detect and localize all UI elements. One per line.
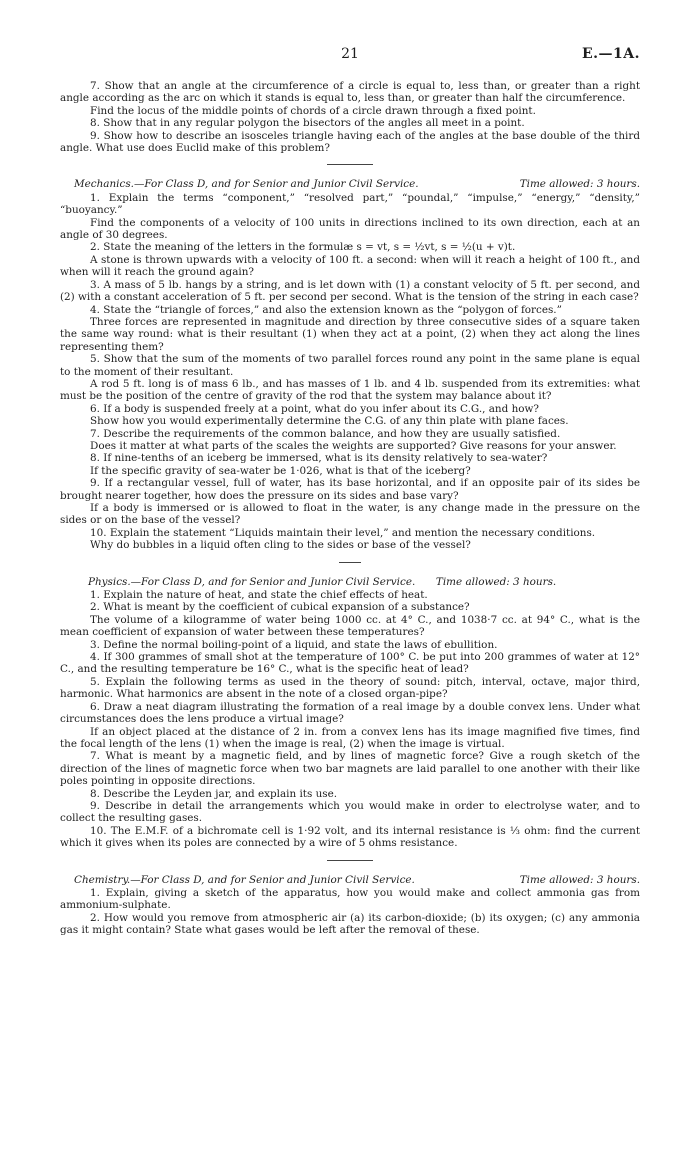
geometry-continuation bbox=[60, 80, 640, 154]
question-paragraph: 4. State the “triangle of forces,” and also the extension known as the “polygon of forces.” bbox=[90, 303, 562, 316]
question-paragraph: 6. Draw a neat diagram illustrating the formation of a real image by a double convex lens. Under what circumstances does the lens produce a virtual image? bbox=[60, 700, 640, 726]
question-paragraph: 5. Show that the sum of the moments of two parallel forces round any point in the same plane is equal to the moment of their resultant. bbox=[60, 353, 640, 378]
question-paragraph: 10. Explain the statement “Liquids maintain their level,” and mention the necessary conditions. bbox=[90, 526, 596, 539]
section-time-allowed: Time allowed: 3 hours. bbox=[519, 873, 640, 886]
question-paragraph: Show how you would experimentally determine the C.G. of any thin plate with plane faces. bbox=[90, 415, 569, 428]
question-paragraph: 8. If nine-tenths of an iceberg be immersed, what is its density relatively to sea-water? bbox=[90, 452, 548, 465]
section-subject: Mechanics.—For Class D, and for Senior and Junior Civil Service. bbox=[74, 178, 419, 191]
section-subject: Physics.—For Class D, and for Senior and Junior Civil Service. bbox=[88, 575, 416, 588]
question-paragraph: 6. If a body is suspended freely at a point, what do you infer about its C.G., and how? bbox=[90, 402, 539, 415]
question-paragraph: 1. Explain the nature of heat, and state the chief effects of heat. bbox=[90, 589, 428, 602]
question-paragraph: 2. How would you remove from atmospheric air (a) its carbon-dioxide; (b) its oxygen; (c) any ammonia gas it might contain? State what gases would be left after the removal of these. bbox=[60, 911, 640, 937]
question-paragraph: 7. Describe the requirements of the common balance, and how they are usually satisfied. bbox=[90, 427, 561, 440]
question-paragraph: 3. Define the normal boiling-point of a liquid, and state the laws of ebullition. bbox=[90, 638, 498, 651]
question-paragraph: 7. Show that an angle at the circumference of a circle is equal to, less than, or greater than a right angle according as the arc on which it stands is equal to, less than, or greater than half the circumference. bbox=[60, 80, 640, 105]
question-paragraph: Why do bubbles in a liquid often cling to the sides or base of the vessel? bbox=[90, 539, 471, 552]
question-paragraph: The volume of a kilogramme of water being 1000 cc. at 4° C., and 1038·7 cc. at 94° C., what is the mean coefficient of expansion of water between these temperatures? bbox=[60, 613, 640, 639]
section-time-allowed: Time allowed: 3 hours. bbox=[519, 178, 640, 191]
question-paragraph: 2. What is meant by the coefficient of cubical expansion of a substance? bbox=[90, 601, 470, 614]
question-paragraph: 7. What is meant by a magnetic field, and by lines of magnetic force? Give a rough sketch of the direction of the lines of magnetic force when two bar magnets are laid parallel to one another with their like poles pointing in opposite directions. bbox=[60, 750, 640, 788]
question-paragraph: 3. A mass of 5 lb. hangs by a string, and is let down with (1) a constant velocity of 5 ft. per second, and (2) with a constant acceleration of 5 ft. per second per second. What is the tension of the string in each case? bbox=[60, 278, 640, 304]
question-paragraph: A stone is thrown upwards with a velocity of 100 ft. a second: when will it reach a height of 100 ft., and when will it reach the ground again? bbox=[60, 253, 640, 279]
question-paragraph: 10. The E.M.F. of a bichromate cell is 1·92 volt, and its internal resistance is ⅓ ohm: find the current which it gives when its poles are connected by a wire of 5 ohms resistance. bbox=[60, 824, 640, 850]
mechanics-section bbox=[60, 178, 640, 551]
question-paragraph: Find the locus of the middle points of chords of a circle drawn through a fixed point. bbox=[90, 104, 536, 117]
question-paragraph: Three forces are represented in magnitude and direction by three consecutive sides of a square taken the same way round: what is their resultant (1) when they act at a point, (2) when they act along the lines representing them? bbox=[60, 315, 640, 353]
section-divider bbox=[327, 164, 373, 165]
question-paragraph: Does it matter at what parts of the scales the weights are supported? Give reasons for your answer. bbox=[90, 439, 617, 452]
section-divider bbox=[339, 562, 361, 563]
page-number: 21 bbox=[341, 46, 359, 62]
question-paragraph: If a body is immersed or is allowed to float in the water, is any change made in the pressure on the sides or on the base of the vessel? bbox=[60, 502, 640, 527]
question-paragraph: 8. Show that in any regular polygon the bisectors of the angles all meet in a point. bbox=[90, 117, 525, 130]
section-time-allowed: Time allowed: 3 hours. bbox=[435, 575, 557, 588]
section-heading bbox=[60, 576, 640, 588]
question-paragraph: 1. Explain the terms “component,” “resolved part,” “poundal,” “impulse,” “energy,” “density,” “buoyancy.” bbox=[60, 191, 640, 217]
question-paragraph: 5. Explain the following terms as used in the theory of sound: pitch, interval, octave, major third, harmonic. What harmonics are absent in the note of a closed organ-pipe? bbox=[60, 675, 640, 701]
question-paragraph: 8. Describe the Leyden jar, and explain its use. bbox=[90, 787, 338, 800]
question-paragraph: 4. If 300 grammes of small shot at the temperature of 100° C. be put into 200 grammes of water at 12° C., and the resulting temperature be 16° C., what is the specific heat of lead? bbox=[60, 651, 640, 676]
document-reference: E.—1A. bbox=[581, 46, 640, 62]
question-paragraph: If the specific gravity of sea-water be 1·026, what is that of the iceberg? bbox=[90, 464, 471, 477]
physics-section bbox=[60, 576, 640, 850]
section-divider bbox=[327, 860, 373, 861]
question-paragraph: 9. Describe in detail the arrangements which you would make in order to electrolyse water, and to collect the resulting gases. bbox=[60, 799, 640, 825]
chemistry-section bbox=[60, 874, 640, 937]
section-heading bbox=[60, 874, 640, 886]
page-header bbox=[60, 46, 640, 66]
question-paragraph: Find the components of a velocity of 100 units in directions inclined to its own direction, each at an angle of 30 degrees. bbox=[60, 216, 640, 242]
section-heading bbox=[60, 178, 640, 190]
question-paragraph: If an object placed at the distance of 2 in. from a convex lens has its image magnified five times, find the focal length of the lens (1) when the image is real, (2) when the image is virtual. bbox=[60, 725, 640, 750]
question-paragraph: A rod 5 ft. long is of mass 6 lb., and has masses of 1 lb. and 4 lb. suspended from its extremities: what must be the position of the centre of gravity of the rod that the system may balance about it? bbox=[60, 377, 640, 403]
question-paragraph: 1. Explain, giving a sketch of the apparatus, how you would make and collect ammonia gas from ammonium-sulphate. bbox=[60, 886, 640, 912]
question-paragraph: 2. State the meaning of the letters in the formulæ s = vt, s = ½vt, s = ½(u + v)t. bbox=[90, 241, 516, 254]
question-paragraph: 9. Show how to describe an isosceles triangle having each of the angles at the base double of the third angle. What use does Euclid make of this problem? bbox=[60, 129, 640, 155]
section-subject: Chemistry.—For Class D, and for Senior and Junior Civil Service. bbox=[74, 873, 415, 886]
document-body bbox=[60, 80, 640, 937]
question-paragraph: 9. If a rectangular vessel, full of water, has its base horizontal, and if an opposite pair of its sides be brought nearer together, how does the pressure on its sides and base vary? bbox=[60, 477, 640, 502]
